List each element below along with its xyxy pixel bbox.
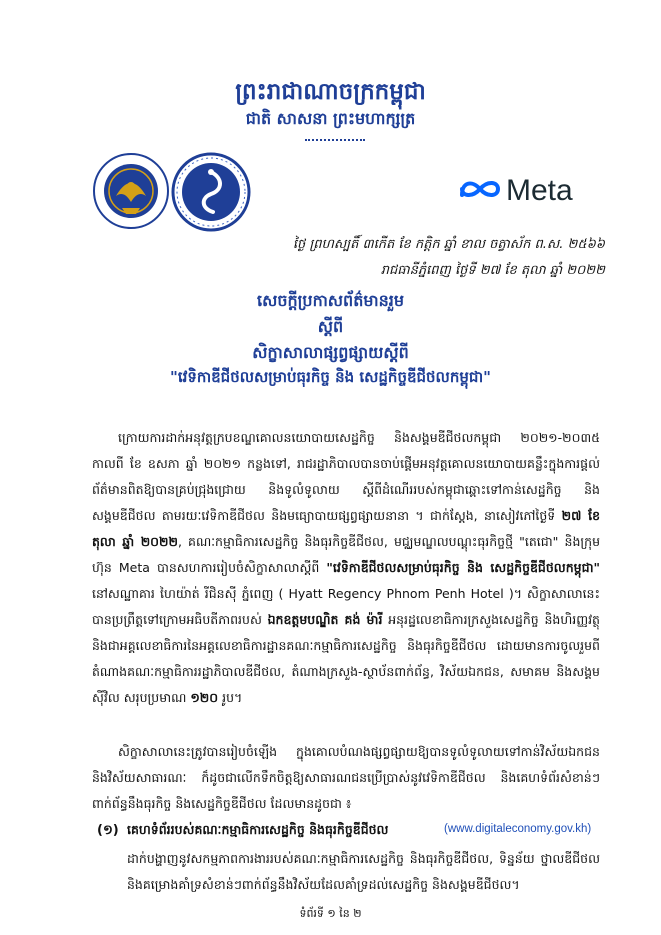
- workshop-title: "វេទិកាឌីជីថលសម្រាប់ធុរកិច្ច និង សេដ្ឋកិច្ចឌីជីថលកម្ពុជា": [170, 368, 491, 386]
- body-paragraph-2: សិក្ខាសាលានេះត្រូវបានរៀបចំឡើង ក្នុងគោលបំណងផ្សព្វផ្សាយឱ្យបានទូលំទូលាយទៅកាន់វិស័យឯកជន និងវិស័យសាធារណៈ ក៏ដូចជាលើកទឹកចិត្តឱ្យសាធារណជនប្រើប្រាស់នូវវេទិកាឌីជីថល និងគេហទំព័រសំខាន់ៗ ពាក់ព័ន្ធនឹងធុរកិច្ច និងសេដ្ឋកិច្ចឌីជីថល ដែលមានដូចជា ៖: [92, 744, 600, 811]
- body-paragraph-1: [92, 425, 600, 711]
- meta-wordmark: Meta: [506, 174, 573, 207]
- p1-text-e: រូប។: [218, 690, 243, 705]
- p1-presiding-official: ឯកឧត្តមបណ្ឌិត គង់ ម៉ារី: [267, 612, 383, 627]
- p1-text-b: , គណៈកម្មាធិការសេដ្ឋកិច្ច និងធុរកិច្ចឌីជីថល, មជ្ឈមណ្ឌលបណ្តុះធុរកិច្ចថ្មី "តេជោ" និងក្រុមហ៊ុន Meta បានសហការរៀបចំសិក្ខាសាលាស្តីពី: [92, 534, 601, 575]
- lunar-date: ថ្ងៃ ព្រហស្បតិ៍ ៣កើត ខែ កត្តិក ឆ្នាំ ខាល ចត្វាស័ក ព.ស. ២៥៦៦: [292, 237, 605, 252]
- kingdom-title: ព្រះរាជាណាចក្រកម្ពុជា: [235, 79, 426, 105]
- p1-participant-count: ១២០: [190, 690, 219, 705]
- list-item-description: ដាក់បង្ហាញនូវសកម្មភាពការងាររបស់គណៈកម្មាធិការសេដ្ឋកិច្ច និងធុរកិច្ចឌីជីថល, ទិន្នន័យ ថ្នាលឌីជីថល និងគម្រោងគាំទ្រសំខាន់ៗពាក់ព័ន្ធនឹងវិស័យដែលគាំទ្រដល់សេដ្ឋកិច្ច និងសង្គមឌីជីថល។: [127, 851, 600, 892]
- national-motto: ជាតិ សាសនា ព្រះមហាក្សត្រ: [245, 109, 416, 128]
- p1-text-a: ក្រោយការដាក់អនុវត្តក្របខណ្ឌគោលនយោបាយសេដ្ឋកិច្ច និងសង្គមឌីជីថលកម្ពុជា ២០២១-២០៣៥ កាលពី ខែ ឧសភា ឆ្នាំ ២០២១ កន្លងទៅ, រាជរដ្ឋាភិបាលបានចាប់ផ្តើមអនុវត្តគោលនយោបាយគន្លឹះក្នុងការផ្តល់ព័ត៌មានពិតឱ្យបានគ្រប់ជ្រុងជ្រោយ និងទូលំទូលាយ ស្តីពីដំណើររបស់កម្ពុជាឆ្ពោះទៅកាន់សេដ្ឋកិច្ច និងសង្គមឌីជីថល តាមរយៈវេទិកាឌីជីថល និងមធ្យោបាយផ្សព្វផ្សាយនានា ។ ជាក់ស្តែង, នាសៀវភៅថ្ងៃទី: [92, 430, 600, 523]
- digital-economy-business-committee-emblem-icon: [92, 152, 170, 230]
- decorative-divider: [305, 139, 365, 141]
- p1-event-date: ២៧ ខែ តុលា ឆ្នាំ ២០២២: [92, 508, 600, 549]
- announcement-subject-label: ស្តីពី: [317, 317, 344, 336]
- solar-date: រាជធានីភ្នំពេញ ថ្ងៃទី ២៧ ខែ តុលា ឆ្នាំ ២០២២: [380, 263, 605, 278]
- meta-logo: [458, 172, 588, 210]
- p1-workshop-title: "វេទិកាឌីជីថលសម្រាប់ធុរកិច្ច និង សេដ្ឋកិច្ចឌីជីថលកម្ពុជា": [326, 560, 600, 575]
- list-item-title: គេហទំព័ររបស់គណៈកម្មាធិការសេដ្ឋកិច្ច និងធុរកិច្ចឌីជីថល: [127, 822, 389, 837]
- p1-text-c: នៅសណ្ឋាគារ ហៃយ៉ាត់ រីជិនស៊ី ភ្នំពេញ ( Hyatt Regency Phnom Penh Hotel )។ សិក្ខាសាលានេះបានប្រព្រឹត្តទៅក្រោមអធិបតីភាពរបស់: [92, 586, 600, 627]
- techo-startup-center-emblem-icon: [171, 152, 251, 232]
- announcement-title: សេចក្តីប្រកាសព័ត៌មានរួម: [257, 291, 404, 310]
- workshop-label: សិក្ខាសាលាផ្សព្វផ្សាយស្តីពី: [252, 343, 409, 362]
- meta-infinity-icon: [458, 176, 502, 206]
- digitaleconomy-website-link[interactable]: (www.digitaleconomy.gov.kh): [444, 823, 592, 835]
- list-item-number: (១): [97, 823, 119, 838]
- p1-text-d: អនុរដ្ឋលេខាធិការក្រសួងសេដ្ឋកិច្ច និងហិរញ្ញវត្ថុ និងជាអគ្គលេខាធិការនៃអគ្គលេខាធិការដ្ឋានគណៈកម្មាធិការសេដ្ឋកិច្ច និងធុរកិច្ចឌីជីថល ដោយមានការចូលរួមពីតំណាងគណៈកម្មាធិការរដ្ឋាភិបាលឌីជីថល, តំណាងក្រសួង-ស្ថាប័នពាក់ព័ន្ធ, វិស័យឯកជន, សមាគម និងសង្គមស៊ីវិល សរុបប្រមាណ: [92, 612, 600, 705]
- page-number: ទំព័រទី ១ នៃ ២: [299, 907, 362, 920]
